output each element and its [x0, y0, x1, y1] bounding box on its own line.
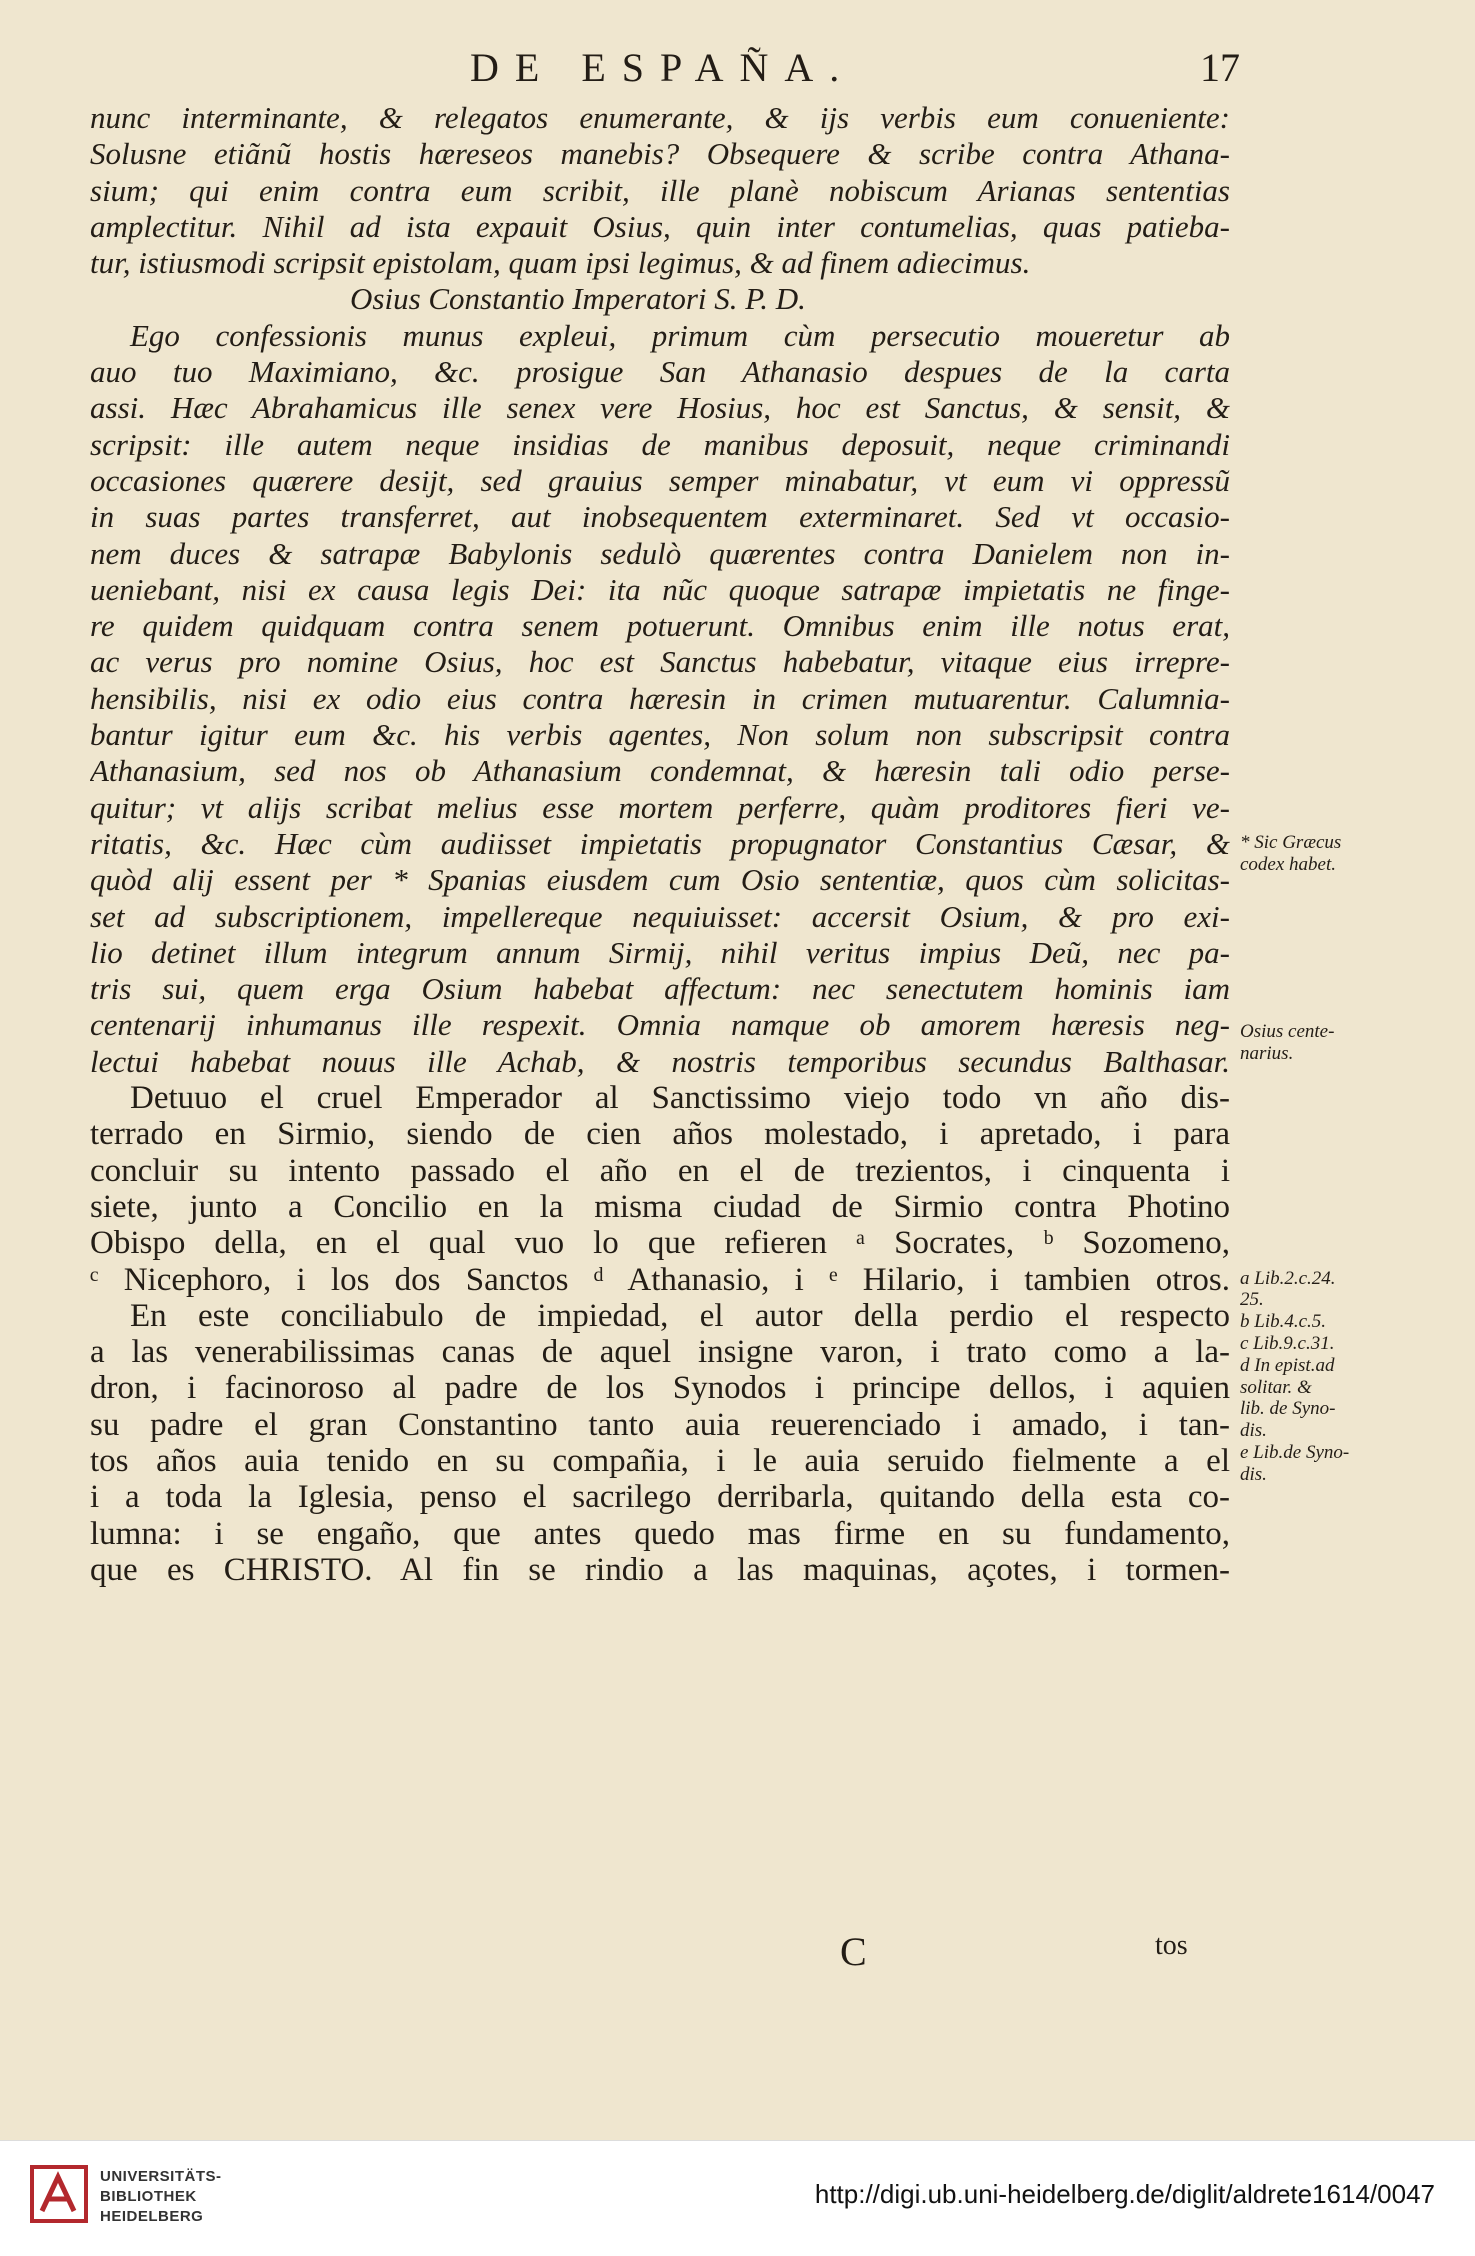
- signature-mark: C: [840, 1929, 867, 1974]
- margin-note: e Lib.de Syno-: [1240, 1441, 1350, 1463]
- running-header: [90, 44, 1250, 94]
- library-name-line: UNIVERSITÄTS-: [100, 2168, 222, 2185]
- library-name: [100, 2167, 222, 2227]
- footer-bar: [0, 2140, 1475, 2256]
- text-line: tur, istiusmodi scripsit epistolam, quam ipsi legimus, & ad finem adiecimus.: [90, 245, 1031, 281]
- text-line: ᶜ Nicephoro, i los dos Sanctos ᵈ Athanasio, i ᵉ Hilario, i tambien otros.: [90, 1261, 1230, 1298]
- text-line: Solusne etiãnũ hostis hæreseos manebis? Obsequere & scribe contra Athana-: [90, 136, 1230, 172]
- text-line: in suas partes transferret, aut inobsequentem exterminaret. Sed vt occasio-: [90, 499, 1230, 535]
- text-line: En este conciliabulo de impiedad, el autor della perdio el respecto: [130, 1297, 1230, 1334]
- text-line: set ad subscriptionem, impellereque nequiuisset: accersit Osium, & pro exi-: [90, 898, 1230, 934]
- text-line: nem duces & satrapæ Babylonis sedulò quærentes contra Danielem non in-: [90, 535, 1230, 571]
- text-line: Athanasium, sed nos ob Athanasium condemnat, & hæresin tali odio perse-: [90, 753, 1230, 789]
- margin-note: narius.: [1240, 1042, 1294, 1064]
- margin-note: 25.: [1240, 1289, 1264, 1311]
- text-line: sium; qui enim contra eum scribit, ille planè nobiscum Arianas sententias: [90, 172, 1230, 208]
- text-line: nunc interminante, & relegatos enumerante, & ijs verbis eum conueniente:: [90, 100, 1230, 135]
- page-number: 17: [1200, 45, 1240, 90]
- text-line: terrado en Sirmio, siendo de cien años molestado, i apretado, i para: [90, 1116, 1230, 1153]
- text-line: ueniebant, nisi ex causa legis Dei: ita nũc quoque satrapæ impietatis ne finge-: [90, 571, 1230, 607]
- text-line: ac verus pro nomine Osius, hoc est Sanctus habebatur, vitaque eius irrepre-: [90, 644, 1230, 680]
- text-line: assi. Hæc Abrahamicus ille senex vere Hosius, hoc est Sanctus, & sensit, &: [90, 390, 1230, 426]
- permalink-url[interactable]: http://digi.ub.uni-heidelberg.de/diglit/aldrete1614/0047: [814, 2179, 1435, 2209]
- text-line: lumna: i se engaño, que antes quedo mas firme en su fundamento,: [90, 1515, 1230, 1552]
- text-line: siete, junto a Concilio en la misma ciudad de Sirmio contra Photino: [90, 1188, 1230, 1225]
- text-line: tris sui, quem erga Osium habebat affectum: nec senectutem hominis iam: [90, 971, 1230, 1007]
- margin-note: lib. de Syno-: [1240, 1398, 1336, 1420]
- text-line: ritatis, &c. Hæc cùm audiisset impietatis propugnator Constantius Cæsar, &: [90, 825, 1230, 861]
- text-line: lio detinet illum integrum annum Sirmij, nihil veritus impius Deũ, nec pa-: [90, 934, 1230, 970]
- library-name-line: BIBLIOTHEK: [100, 2188, 197, 2205]
- text-line: bantur igitur eum &c. his verbis agentes, Non solum non subscripsit contra: [90, 717, 1230, 753]
- text-line: Ego confessionis munus expleui, primum cùm persecutio moueretur ab: [130, 317, 1230, 353]
- margin-note: a Lib.2.c.24.: [1240, 1267, 1336, 1289]
- header-title: DE ESPAÑA.: [470, 45, 856, 90]
- text-line: que es CHRISTO. Al fin se rindio a las maquinas, açotes, i tormen-: [90, 1551, 1230, 1588]
- text-line: Detuuo el cruel Emperador al Sanctissimo viejo todo vn año dis-: [130, 1080, 1230, 1117]
- text-line: su padre el gran Constantino tanto auia reuerenciado i amado, i tan-: [90, 1406, 1230, 1443]
- text-line: quòd alij essent per * Spanias eiusdem cum Osio sententiæ, quos cùm solicitas-: [90, 862, 1230, 898]
- library-logo-icon: [28, 2163, 90, 2225]
- text-line: Obispo della, en el qual vuo lo que refieren ᵃ Socrates, ᵇ Sozomeno,: [90, 1225, 1230, 1262]
- text-line: scripsit: ille autem neque insidias de manibus deposuit, neque criminandi: [90, 426, 1230, 462]
- library-name-line: HEIDELBERG: [100, 2208, 204, 2225]
- margin-note: dis.: [1240, 1463, 1267, 1485]
- text-line: i a toda la Iglesia, penso el sacrilego derribarla, quitando della esta co-: [90, 1479, 1230, 1516]
- text-line: auo tuo Maximiano, &c. prosigue San Athanasio despues de la carta: [90, 354, 1230, 390]
- text-line: hensibilis, nisi ex odio eius contra hæresin in crimen mutuarentur. Calumnia-: [90, 680, 1230, 716]
- margin-note: b Lib.4.c.5.: [1240, 1311, 1327, 1333]
- margin-note: codex habet.: [1240, 853, 1337, 875]
- text-line: lectui habebat nouus ille Achab, & nostris temporibus secundus Balthasar.: [90, 1043, 1230, 1079]
- text-line: centenarij inhumanus ille respexit. Omnia namque ob amorem hæresis neg-: [90, 1007, 1230, 1043]
- main-text: [90, 100, 1230, 1588]
- margin-note: c Lib.9.c.31.: [1240, 1332, 1335, 1354]
- margin-note: solitar. &: [1240, 1376, 1312, 1398]
- text-line: a las venerabilissimas canas de aquel insigne varon, i trato como a la-: [90, 1334, 1230, 1371]
- catchword: tos: [1155, 1930, 1188, 1961]
- text-line: quitur; vt alijs scribat melius esse mortem perferre, quàm proditores fieri ve-: [90, 789, 1230, 825]
- text-line: dron, i facinoroso al padre de los Synodos i principe dellos, i aquien: [90, 1370, 1230, 1407]
- margin-note: Osius cente-: [1240, 1020, 1335, 1042]
- text-line: re quidem quidquam contra senem potuerunt. Omnibus enim ille notus erat,: [90, 608, 1230, 644]
- text-line: concluir su intento passado el año en el de trezientos, i cinquenta i: [90, 1152, 1230, 1189]
- text-line: occasiones quærere desijt, sed grauius semper minabatur, vt eum vi oppressũ: [90, 462, 1230, 498]
- text-line: tos años auia tenido en su compañia, i le auia seruido fielmente a el: [90, 1442, 1230, 1479]
- margin-note: * Sic Græcus: [1240, 832, 1342, 853]
- margin-note: d In epist.ad: [1240, 1354, 1335, 1376]
- margin-note: dis.: [1240, 1420, 1267, 1442]
- text-line: Osius Constantio Imperatori S. P. D.: [350, 281, 806, 317]
- text-line: amplectitur. Nihil ad ista expauit Osius, quin inter contumelias, quas patieba-: [90, 208, 1230, 244]
